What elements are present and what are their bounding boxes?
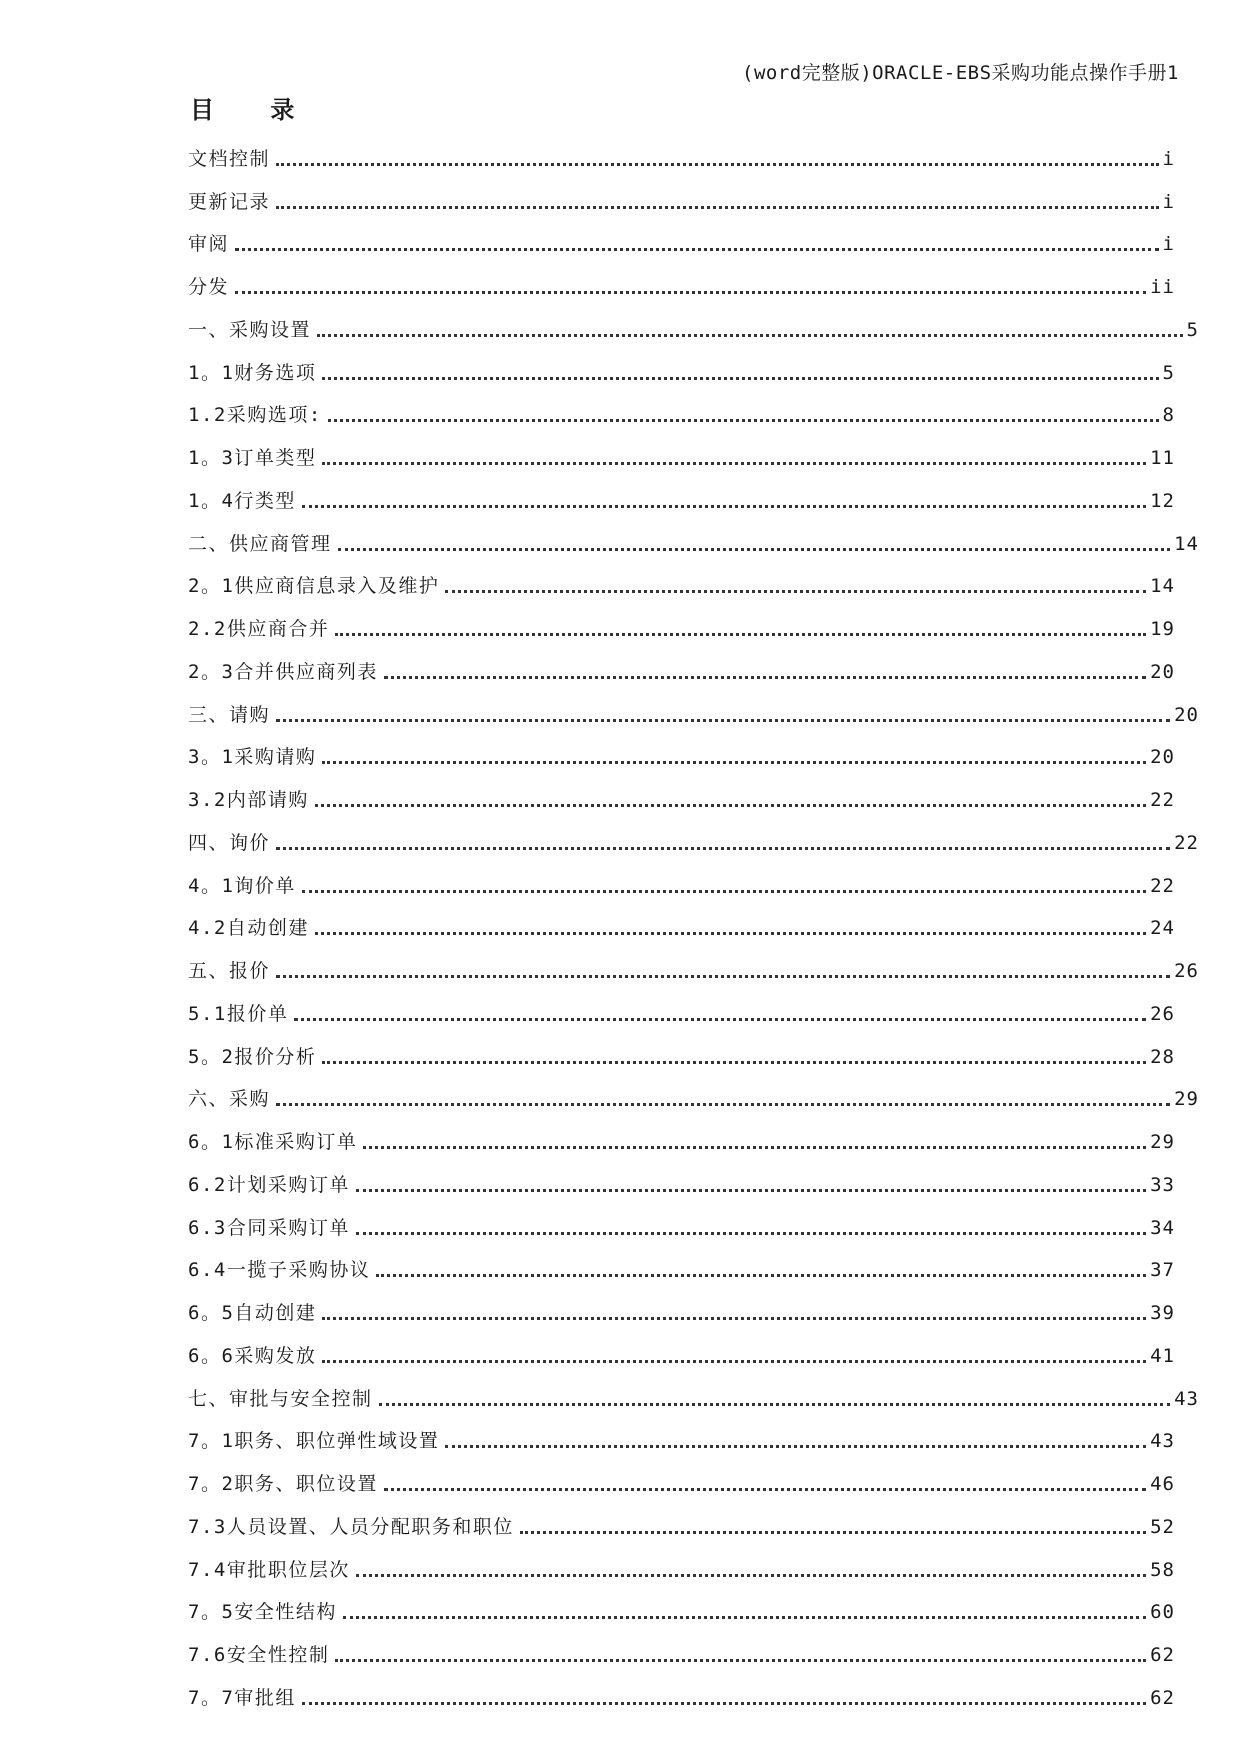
toc-entry[interactable]: [188, 301, 1199, 344]
toc-entry-label: 2.2供应商合并: [188, 618, 330, 640]
page-header: (word完整版)ORACLE-EBS采购功能点操作手册1: [742, 62, 1179, 84]
toc-entry[interactable]: [188, 1071, 1199, 1114]
toc-entry-label: 3.2内部请购: [188, 789, 309, 811]
toc-leader-dots: [315, 804, 1146, 807]
toc-entry[interactable]: [188, 1156, 1175, 1199]
toc-entry-page: 62: [1150, 1686, 1175, 1709]
toc-entry[interactable]: [188, 686, 1199, 729]
toc-leader-dots: [363, 1146, 1146, 1149]
toc-entry-label: 分发: [188, 276, 230, 298]
toc-entry-label: 三、请购: [188, 703, 271, 726]
toc-entry-label: 1.2采购选项:: [188, 404, 322, 427]
toc-entry-page: 22: [1150, 874, 1175, 897]
toc-leader-dots: [376, 1274, 1146, 1277]
toc-entry[interactable]: [188, 1370, 1199, 1413]
toc-entry-page: 8: [1162, 404, 1175, 427]
toc-entry-page: 60: [1150, 1601, 1175, 1624]
toc-entry-page: i: [1162, 190, 1175, 213]
toc-entry-page: 43: [1174, 1387, 1199, 1410]
toc-entry-page: ii: [1150, 276, 1175, 298]
toc-leader-dots: [302, 505, 1146, 508]
toc-leader-dots: [520, 1531, 1146, 1534]
toc-leader-dots: [356, 1232, 1146, 1235]
toc-entry[interactable]: [188, 1498, 1175, 1541]
toc-entry-label: 6.3合同采购订单: [188, 1216, 350, 1239]
toc-entry-page: 29: [1150, 1131, 1175, 1153]
toc-entry-label: 4.2自动创建: [188, 917, 309, 940]
toc-entry[interactable]: [188, 1626, 1175, 1669]
toc-leader-dots: [322, 1360, 1146, 1363]
toc-entry[interactable]: [188, 1113, 1175, 1156]
toc-leader-dots: [379, 1403, 1171, 1406]
toc-entry-label: 6.2计划采购订单: [188, 1173, 350, 1196]
toc-entry-page: 14: [1150, 575, 1175, 598]
toc-leader-dots: [276, 206, 1159, 209]
toc-entry-page: 12: [1150, 489, 1175, 512]
toc-leader-dots: [322, 462, 1146, 465]
toc-entry[interactable]: [188, 771, 1175, 814]
toc-entry-label: 7.6安全性控制: [188, 1644, 330, 1666]
toc-entry[interactable]: [188, 387, 1175, 430]
toc-entry[interactable]: [188, 429, 1175, 472]
toc-leader-dots: [235, 248, 1159, 251]
toc-entry-label: 2。3合并供应商列表: [188, 660, 378, 683]
toc-entry-label: 2。1供应商信息录入及维护: [188, 575, 440, 598]
toc-leader-dots: [235, 291, 1146, 294]
toc-leader-dots: [356, 1189, 1146, 1192]
toc-entry-page: 5: [1162, 361, 1175, 384]
toc-entry-page: 29: [1174, 1088, 1199, 1111]
toc-entry-label: 7。2职务、职位设置: [188, 1473, 378, 1495]
toc-entry-page: 24: [1150, 917, 1175, 940]
toc-entry-label: 1。4行类型: [188, 489, 296, 512]
toc-leader-dots: [315, 932, 1146, 935]
toc-entry-label: 3。1采购请购: [188, 746, 317, 769]
toc-entry-page: 62: [1150, 1644, 1175, 1666]
toc-entry-page: i: [1162, 233, 1175, 256]
toc-entry-label: 6。5自动创建: [188, 1302, 317, 1324]
toc-leader-dots: [322, 377, 1158, 380]
toc-entry-label: 审阅: [188, 233, 230, 256]
toc-entry[interactable]: [188, 600, 1175, 643]
toc-entry-page: 52: [1150, 1515, 1175, 1538]
toc-entry[interactable]: [188, 1584, 1175, 1627]
toc-entry[interactable]: [188, 1242, 1175, 1285]
table-of-contents: [188, 130, 1199, 1712]
toc-leader-dots: [445, 590, 1146, 593]
toc-entry-page: 34: [1150, 1216, 1175, 1239]
toc-entry[interactable]: [188, 558, 1175, 601]
toc-entry-label: 更新记录: [188, 190, 271, 213]
toc-entry[interactable]: [188, 1669, 1175, 1712]
toc-leader-dots: [335, 1659, 1146, 1662]
toc-entry-page: 39: [1150, 1302, 1175, 1324]
toc-entry-label: 五、报价: [188, 960, 271, 982]
toc-leader-dots: [276, 847, 1170, 850]
toc-leader-dots: [317, 334, 1183, 337]
toc-entry-page: 19: [1150, 618, 1175, 640]
toc-entry-page: 26: [1150, 1002, 1175, 1025]
toc-entry[interactable]: [188, 515, 1199, 558]
toc-entry[interactable]: [188, 643, 1175, 686]
toc-entry-label: 7.3人员设置、人员分配职务和职位: [188, 1515, 514, 1538]
toc-entry-label: 6。6采购发放: [188, 1344, 317, 1367]
toc-entry-page: 22: [1174, 831, 1199, 854]
toc-leader-dots: [445, 1445, 1146, 1448]
toc-entry[interactable]: [188, 130, 1175, 173]
toc-leader-dots: [384, 676, 1146, 679]
toc-entry-page: 20: [1150, 746, 1175, 769]
toc-entry-label: 六、采购: [188, 1088, 271, 1111]
toc-entry-page: 26: [1174, 960, 1199, 982]
toc-entry-label: 7。5安全性结构: [188, 1601, 337, 1624]
toc-leader-dots: [302, 890, 1146, 893]
toc-entry-label: 四、询价: [188, 831, 271, 854]
toc-entry[interactable]: [188, 900, 1175, 943]
toc-entry-page: 5: [1186, 318, 1199, 341]
toc-entry-page: 22: [1150, 789, 1175, 811]
toc-leader-dots: [302, 1702, 1146, 1705]
toc-entry-page: i: [1162, 147, 1175, 170]
toc-entry-label: 7.4审批职位层次: [188, 1558, 350, 1581]
toc-entry-label: 1。1财务选项: [188, 361, 317, 384]
toc-entry-page: 20: [1174, 703, 1199, 726]
toc-entry-label: 二、供应商管理: [188, 532, 332, 555]
toc-entry[interactable]: [188, 1028, 1175, 1071]
toc-leader-dots: [322, 1061, 1146, 1064]
toc-entry-label: 4。1询价单: [188, 874, 296, 897]
toc-entry-label: 1。3订单类型: [188, 447, 317, 469]
toc-entry-label: 7。7审批组: [188, 1686, 296, 1709]
toc-entry-page: 20: [1150, 660, 1175, 683]
toc-leader-dots: [322, 1317, 1146, 1320]
toc-leader-dots: [343, 1616, 1146, 1619]
toc-leader-dots: [338, 548, 1171, 551]
toc-entry-page: 33: [1150, 1173, 1175, 1196]
toc-entry-page: 14: [1174, 532, 1199, 555]
toc-leader-dots: [335, 633, 1146, 636]
toc-leader-dots: [356, 1574, 1146, 1577]
toc-entry[interactable]: [188, 857, 1175, 900]
toc-entry-page: 43: [1150, 1430, 1175, 1453]
toc-entry-label: 七、审批与安全控制: [188, 1387, 373, 1410]
toc-entry[interactable]: [188, 1541, 1175, 1584]
toc-entry-label: 7。1职务、职位弹性域设置: [188, 1430, 440, 1453]
toc-entry-page: 28: [1150, 1045, 1175, 1068]
toc-leader-dots: [276, 975, 1170, 978]
toc-leader-dots: [276, 163, 1159, 166]
toc-entry[interactable]: [188, 344, 1175, 387]
toc-leader-dots: [276, 719, 1170, 722]
toc-entry[interactable]: [188, 258, 1175, 301]
toc-entry[interactable]: [188, 942, 1199, 985]
toc-leader-dots: [322, 761, 1146, 764]
toc-entry[interactable]: [188, 729, 1175, 772]
toc-entry-page: 46: [1150, 1473, 1175, 1495]
toc-leader-dots: [276, 1103, 1170, 1106]
toc-leader-dots: [294, 1018, 1146, 1021]
toc-entry-label: 一、采购设置: [188, 318, 312, 341]
toc-entry[interactable]: [188, 472, 1175, 515]
toc-entry-label: 5。2报价分析: [188, 1045, 317, 1068]
toc-entry[interactable]: [188, 1199, 1175, 1242]
toc-entry-label: 5.1报价单: [188, 1002, 289, 1025]
toc-leader-dots: [328, 419, 1159, 422]
toc-entry[interactable]: [188, 173, 1175, 216]
toc-entry[interactable]: [188, 216, 1175, 259]
toc-entry-label: 6。1标准采购订单: [188, 1131, 358, 1153]
toc-entry[interactable]: [188, 1455, 1175, 1498]
toc-leader-dots: [384, 1488, 1146, 1491]
toc-entry[interactable]: [188, 814, 1199, 857]
toc-title: 目 录: [190, 96, 319, 124]
toc-entry[interactable]: [188, 1327, 1175, 1370]
toc-entry[interactable]: [188, 1413, 1175, 1456]
toc-entry-page: 58: [1150, 1558, 1175, 1581]
toc-entry-page: 11: [1150, 447, 1175, 469]
toc-entry-label: 文档控制: [188, 147, 271, 170]
toc-entry[interactable]: [188, 985, 1175, 1028]
toc-entry-page: 37: [1150, 1259, 1175, 1282]
toc-entry-label: 6.4一揽子采购协议: [188, 1259, 371, 1282]
toc-entry-page: 41: [1150, 1344, 1175, 1367]
toc-entry[interactable]: [188, 1284, 1175, 1327]
